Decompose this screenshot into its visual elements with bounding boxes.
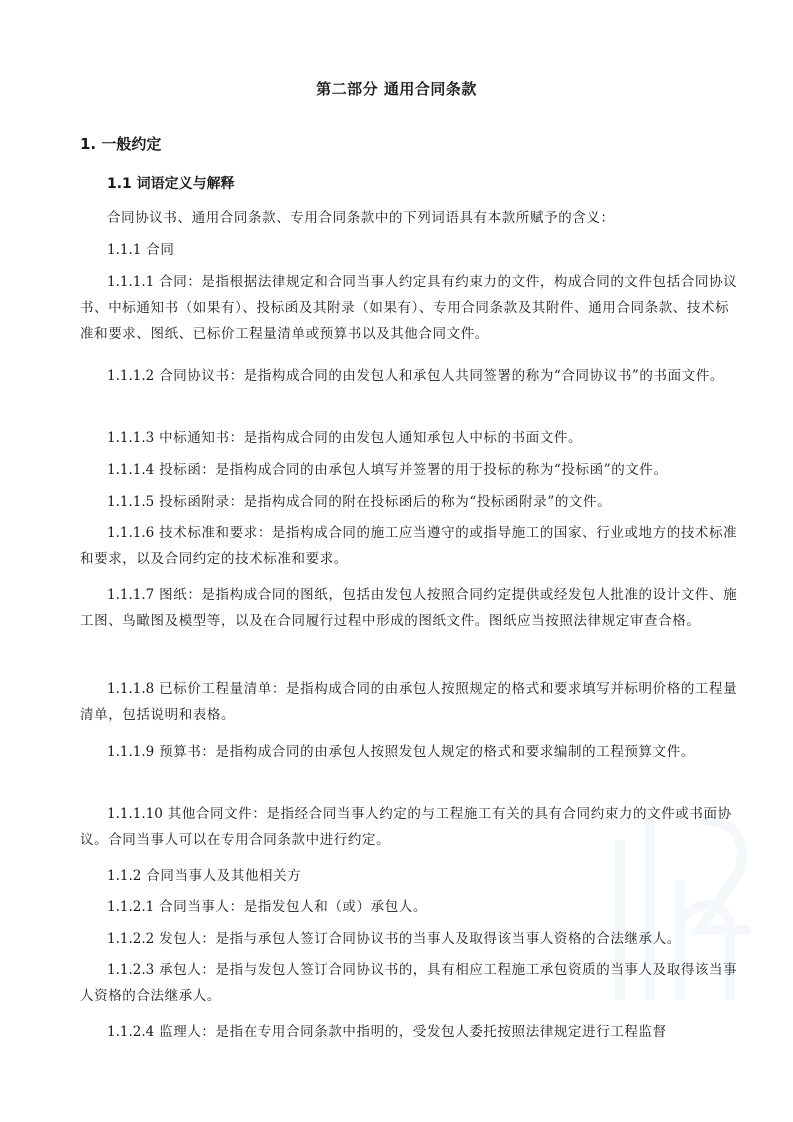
clause-paragraph: 1.1.1.6 技术标准和要求：是指构成合同的施工应当遵守的或指导施工的国家、行业或地方的技术标准和要求，以及合同约定的技术标准和要求。	[80, 525, 738, 567]
clause-paragraph: 1.1.1.9 预算书：是指构成合同的由承包人按照发包人规定的格式和要求编制的工程预算文件。	[107, 744, 695, 760]
clause-paragraph: 1.1.1.1 合同：是指根据法律规定和合同当事人约定具有约束力的文件，构成合同的文件包括合同协议书、中标通知书（如果有）、投标函及其附录（如果有）、专用合同条款及其附件、通用合同条款、技术标准和要求、图纸、已标价工程量清单或预算书以及其他合同文件。	[80, 274, 738, 342]
subsection-heading-definitions: 1.1 词语定义与解释	[107, 176, 235, 192]
clause-paragraph: 1.1.1 合同	[107, 242, 175, 258]
section-heading-general: 1. 一般约定	[80, 135, 162, 153]
clause-paragraph: 1.1.2.4 监理人：是指在专用合同条款中指明的，受发包人委托按照法律规定进行工程监督	[107, 1024, 667, 1040]
clause-paragraph: 1.1.1.2 合同协议书：是指构成合同的由发包人和承包人共同签署的称为“合同协议书”的书面文件。	[107, 368, 725, 384]
clause-paragraph: 合同协议书、通用合同条款、专用合同条款中的下列词语具有本款所赋予的含义：	[107, 210, 615, 226]
watermark-mark	[600, 800, 760, 1040]
clause-paragraph: 1.1.1.3 中标通知书：是指构成合同的由发包人通知承包人中标的书面文件。	[107, 430, 583, 446]
clause-paragraph: 1.1.1.4 投标函：是指构成合同的由承包人填写并签署的用于投标的称为“投标函”的文件。	[107, 462, 668, 478]
clause-paragraph: 1.1.1.7 图纸：是指构成合同的图纸，包括由发包人按照合同约定提供或经发包人批准的设计文件、施工图、鸟瞰图及模型等，以及在合同履行过程中形成的图纸文件。图纸应当按照法律规定审查合格。	[80, 587, 738, 629]
clause-paragraph: 1.1.2.1 合同当事人：是指发包人和（或）承包人。	[107, 899, 428, 915]
clause-paragraph: 1.1.2 合同当事人及其他相关方	[107, 868, 302, 884]
clause-paragraph: 1.1.1.10 其他合同文件：是指经合同当事人约定的与工程施工有关的具有合同约束力的文件或书面协议。合同当事人可以在专用合同条款中进行约定。	[80, 806, 732, 848]
clause-paragraph: 1.1.2.3 承包人：是指与发包人签订合同协议书的，具有相应工程施工承包资质的当事人及取得该当事人资格的合法继承人。	[80, 962, 738, 1004]
clause-paragraph: 1.1.2.2 发包人：是指与承包人签订合同协议书的当事人及取得该当事人资格的合法继承人。	[107, 931, 681, 947]
clause-paragraph: 1.1.1.8 已标价工程量清单：是指构成合同的由承包人按照规定的格式和要求填写并标明价格的工程量清单，包括说明和表格。	[80, 681, 738, 723]
clause-paragraph: 1.1.1.5 投标函附录：是指构成合同的附在投标函后的称为“投标函附录”的文件。	[107, 494, 612, 510]
page-title: 第二部分 通用合同条款	[316, 80, 477, 98]
